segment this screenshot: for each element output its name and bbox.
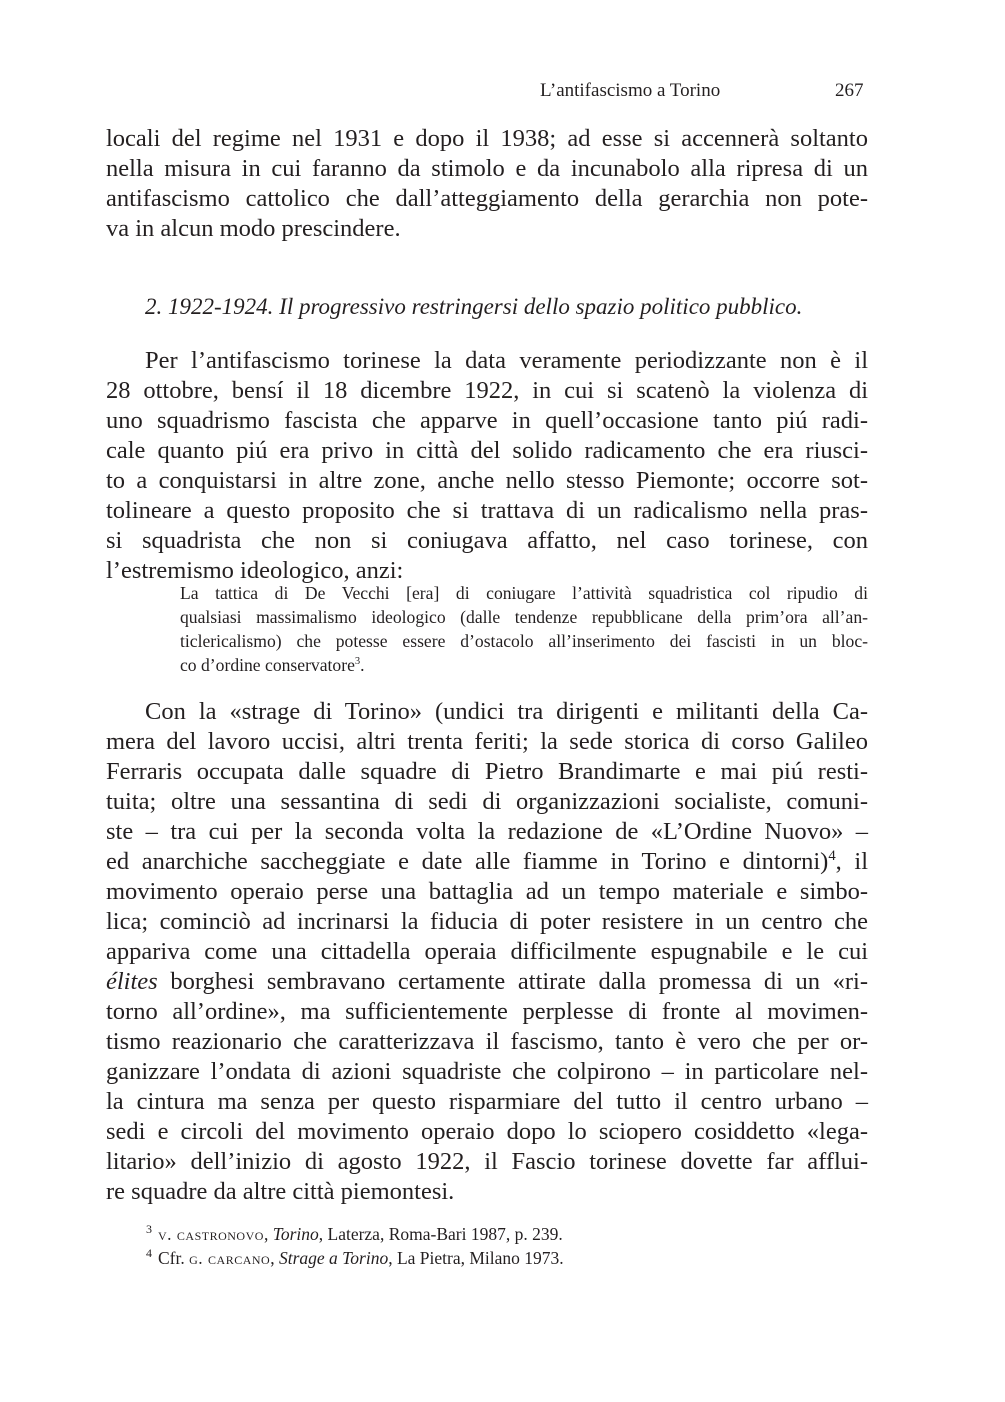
footnote-title: Strage a Torino: [278, 1248, 389, 1268]
paragraph-line: movimento operaio perse una battaglia ad un tempo materiale e simbo-: [106, 878, 868, 905]
line-text: borghesi sembravano certamente attirate dalla promessa di un «ri-: [157, 968, 868, 995]
paragraph-line: antifascismo cattolico che dall’atteggiamento della gerarchia non pote-: [106, 185, 868, 212]
quote-line: La tattica di De Vecchi [era] di coniugare l’attività squadristica col ripudio di: [180, 583, 868, 603]
footnote-ref: 3: [354, 656, 361, 668]
footnote-number: 3: [146, 1222, 152, 1237]
footnote: $^4$ Cfr. g. carcano, Strage a Torino, La Pietra, Milano 1973.: [146, 1246, 564, 1268]
paragraph-line: [106, 967, 868, 997]
footnote-rest: , Laterza, Roma-Bari 1987, p. 239.: [318, 1224, 563, 1244]
quote-punct: .: [360, 655, 365, 675]
quote-text: co d’ordine conservatore: [180, 655, 355, 675]
footnote-number: 4: [146, 1246, 152, 1261]
paragraph-line: l’estremismo ideologico, anzi:: [106, 557, 404, 584]
footnote: $^3$ v. castronovo, Torino, Laterza, Roma-Bari 1987, p. 239.: [146, 1222, 563, 1244]
paragraph-line: [106, 847, 868, 877]
paragraph-line: tismo reazionario che caratterizzava il fascismo, tanto è vero che per or-: [106, 1028, 868, 1055]
footnote-title: Torino: [272, 1224, 319, 1244]
line-text: ed anarchiche saccheggiate e date alle fiamme in Torino e dintorni): [106, 848, 829, 875]
paragraph-line: ste – tra cui per la seconda volta la redazione de «L’Ordine Nuovo» –: [106, 818, 868, 845]
footnote-ref: 4: [828, 847, 836, 864]
paragraph-line: va in alcun modo prescindere.: [106, 215, 401, 242]
line-text: , il: [835, 848, 869, 875]
running-title: L’antifascismo a Torino: [540, 80, 721, 101]
paragraph-line: tolineare a questo proposito che si trattava di un radicalismo nella pras-: [106, 497, 868, 524]
page-number: 267: [835, 80, 864, 101]
section-heading: 2. 1922-1924. Il progressivo restringersi dello spazio politico pubblico.: [145, 294, 803, 319]
paragraph-line: re squadre da altre città piemontesi.: [106, 1178, 455, 1205]
paragraph-line: torno all’ordine», ma sufficientemente perplesse di fronte al movimen-: [106, 998, 868, 1025]
paragraph-line: to a conquistarsi in altre zone, anche nello stesso Piemonte; occorre sot-: [106, 467, 868, 494]
paragraph-line: si squadrista che non si coniugava affatto, nel caso torinese, con: [106, 527, 868, 554]
paragraph-line: litario» dell’inizio di agosto 1922, il Fascio torinese dovette far afflui-: [106, 1148, 868, 1175]
footnote-prefix: Cfr.: [158, 1248, 190, 1268]
paragraph-line: cale quanto piú era privo in città del solido radicamento che era riusci-: [106, 437, 868, 464]
paragraph-line: sedi e circoli del movimento operaio dopo lo sciopero cosiddetto «lega-: [106, 1118, 868, 1145]
paragraph-line: Ferraris occupata dalle squadre di Pietro Brandimarte e mai piú resti-: [106, 758, 868, 785]
paragraph-line: mera del lavoro uccisi, altri trenta feriti; la sede storica di corso Galileo: [106, 728, 868, 755]
italic-term: élites: [106, 968, 158, 995]
quote-line: ticlericalismo) che potesse essere d’ostacolo all’inserimento dei fascisti in un bloc-: [180, 631, 868, 651]
paragraph-line: Con la «strage di Torino» (undici tra dirigenti e militanti della Ca-: [145, 698, 868, 725]
paragraph-line: la cintura ma senza per questo risparmiare del tutto il centro urbano –: [106, 1088, 868, 1115]
quote-line: [180, 653, 868, 677]
quote-line: qualsiasi massimalismo ideologico (dalle tendenze repubblicane della prim’ora all’an-: [180, 607, 868, 627]
footnote-author: g. carcano: [189, 1248, 271, 1268]
paragraph-line: locali del regime nel 1931 e dopo il 1938; ad esse si accennerà soltanto: [106, 125, 868, 152]
paragraph-line: lica; cominciò ad incrinarsi la fiducia di poter resistere in un centro che: [106, 908, 868, 935]
footnote-rest: , La Pietra, Milano 1973.: [388, 1248, 564, 1268]
paragraph-line: uno squadrismo fascista che apparve in quell’occasione tanto piú radi-: [106, 407, 868, 434]
paragraph-line: tuita; oltre una sessantina di sedi di organizzazioni socialiste, comuni-: [106, 788, 868, 815]
paragraph-line: nella misura in cui faranno da stimolo e da incunabolo alla ripresa di un: [106, 155, 868, 182]
paragraph-line: 28 ottobre, bensí il 18 dicembre 1922, in cui si scatenò la violenza di: [106, 377, 868, 404]
paragraph-line: Per l’antifascismo torinese la data veramente periodizzante non è il: [145, 347, 868, 374]
paragraph-line: appariva come una cittadella operaia difficilmente espugnabile e le cui: [106, 938, 868, 965]
paragraph-line: ganizzare l’ondata di azioni squadriste che colpirono – in particolare nel-: [106, 1058, 868, 1085]
footnote-author: v. castronovo: [158, 1224, 264, 1244]
